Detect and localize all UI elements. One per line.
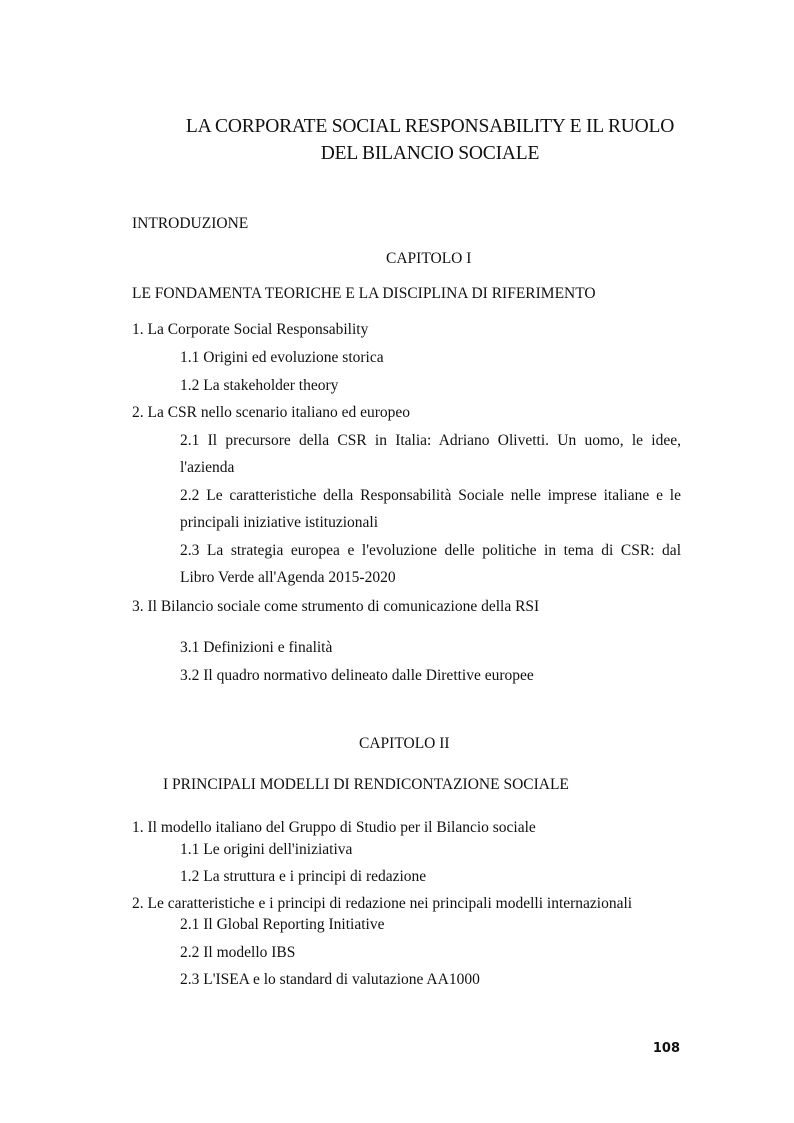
- page-number: 108: [652, 1041, 680, 1056]
- toc-entry-1-2-1-line1: 2.1 Il precursore della CSR in Italia: Adriano Olivetti. Un uomo, le idee,: [180, 432, 681, 449]
- toc-entry-2-2: 2. Le caratteristiche e i principi di redazione nei principali modelli internazionali: [132, 895, 633, 912]
- toc-entry-2-1: 1. Il modello italiano del Gruppo di Studio per il Bilancio sociale: [132, 819, 536, 836]
- title-line-1: LA CORPORATE SOCIAL RESPONSABILITY E IL RUOLO: [185, 116, 675, 137]
- chapter-1-heading: LE FONDAMENTA TEORICHE E LA DISCIPLINA DI RIFERIMENTO: [132, 285, 596, 302]
- toc-entry-1-2-2-line1: 2.2 Le caratteristiche della Responsabilità Sociale nelle imprese italiane e le: [180, 487, 681, 504]
- toc-entry-1-3-2: 3.2 Il quadro normativo delineato dalle Direttive europee: [180, 667, 534, 684]
- introduzione-heading: INTRODUZIONE: [132, 215, 249, 232]
- toc-entry-1-3: 3. Il Bilancio sociale come strumento di comunicazione della RSI: [132, 598, 540, 615]
- toc-entry-1-2-1-line2: l'azienda: [180, 459, 235, 476]
- toc-entry-1-2-3-line1: 2.3 La strategia europea e l'evoluzione delle politiche in tema di CSR: dal: [180, 542, 681, 559]
- chapter-1-label: CAPITOLO I: [386, 250, 472, 267]
- toc-entry-1-1-1: 1.1 Origini ed evoluzione storica: [180, 349, 384, 366]
- toc-entry-2-2-2: 2.2 Il modello IBS: [180, 944, 296, 961]
- chapter-2-label: CAPITOLO II: [359, 735, 450, 752]
- toc-entry-1-2-3-line2: Libro Verde all'Agenda 2015-2020: [180, 569, 396, 586]
- toc-entry-1-2-2-line2: principali iniziative istituzionali: [180, 514, 379, 531]
- toc-entry-2-2-3: 2.3 L'ISEA e lo standard di valutazione AA1000: [180, 971, 480, 988]
- document-title: [132, 113, 728, 167]
- toc-entry-2-1-2: 1.2 La struttura e i principi di redazione: [180, 868, 427, 885]
- chapter-2-heading: I PRINCIPALI MODELLI DI RENDICONTAZIONE SOCIALE: [163, 776, 569, 793]
- toc-entry-1-1-2: 1.2 La stakeholder theory: [180, 377, 339, 394]
- toc-entry-1-2: 2. La CSR nello scenario italiano ed europeo: [132, 404, 411, 421]
- toc-entry-1-3-1: 3.1 Definizioni e finalità: [180, 639, 333, 656]
- toc-entry-2-1-1: 1.1 Le origini dell'iniziativa: [180, 841, 353, 858]
- title-line-2: DEL BILANCIO SOCIALE: [320, 143, 540, 164]
- toc-entry-1-1: 1. La Corporate Social Responsability: [132, 321, 369, 338]
- toc-entry-2-2-1: 2.1 Il Global Reporting Initiative: [180, 916, 385, 933]
